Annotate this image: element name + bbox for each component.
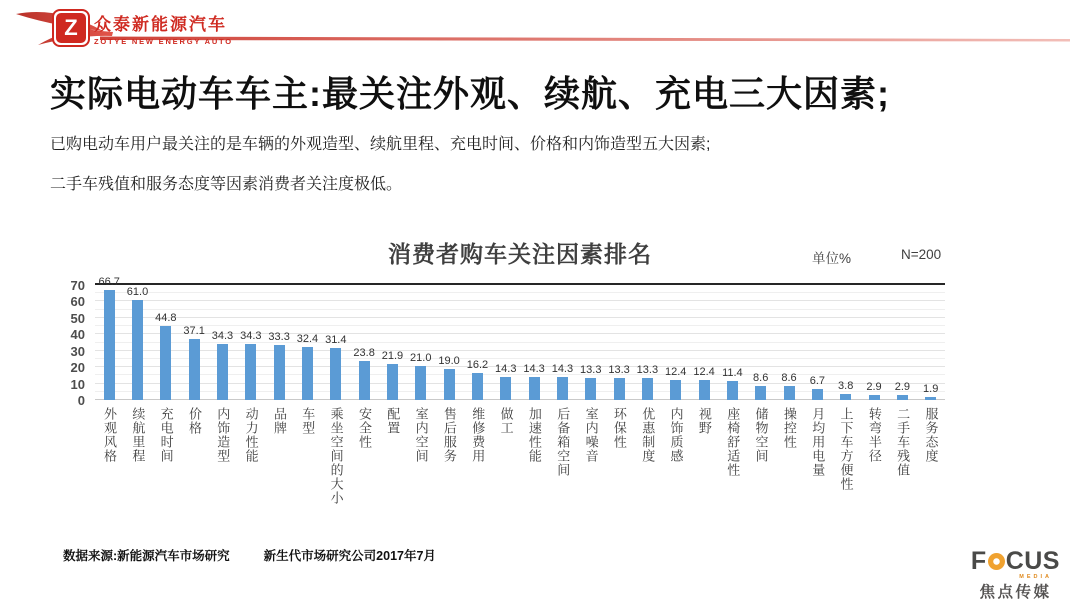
bar-value-label: 61.0 <box>126 285 149 298</box>
x-category-cell <box>803 407 831 545</box>
bar-value-label: 66.7 <box>98 276 120 289</box>
x-category-label: 配置 <box>385 407 401 435</box>
bar <box>585 378 596 400</box>
slide-subtitle-2: 二手车残值和服务态度等因素消费者关注度极低。 <box>50 176 403 193</box>
y-axis <box>55 278 89 408</box>
bar-value-label: 14.3 <box>523 362 545 375</box>
bar <box>840 394 851 400</box>
bar-column <box>662 285 690 400</box>
bar <box>217 344 228 400</box>
bar-value-label: 21.9 <box>381 350 404 363</box>
zotye-logo-icon <box>52 9 90 47</box>
bar-value-label: 21.0 <box>410 351 432 364</box>
bar-column <box>293 285 321 400</box>
bar-value-label: 3.8 <box>838 379 854 392</box>
bar-column <box>548 285 576 400</box>
data-source-left: 数据来源:新能源汽车市场研究 <box>63 549 230 563</box>
chart-title: 消费者购车关注因素排名 <box>388 241 652 267</box>
y-tick-label: 50 <box>70 310 85 326</box>
y-tick-label: 70 <box>70 278 85 293</box>
bar-column <box>520 285 548 400</box>
x-category-cell <box>860 407 888 545</box>
bar <box>642 378 653 400</box>
x-category-cell <box>605 407 633 545</box>
x-category-label: 动力性能 <box>243 407 259 463</box>
focus-word-prefix: F <box>970 547 987 575</box>
bars-row <box>95 276 945 400</box>
bar <box>812 389 823 400</box>
bar-column <box>180 285 208 400</box>
bar <box>359 361 370 400</box>
x-category-label: 做工 <box>498 407 514 435</box>
x-category-cell <box>832 407 860 545</box>
x-category-label: 充电时间 <box>158 407 174 463</box>
bar-column <box>435 285 463 400</box>
bar-value-label: 8.6 <box>781 371 797 384</box>
bar <box>699 380 710 400</box>
x-category-label: 室内空间 <box>413 407 429 463</box>
bar-value-label: 14.3 <box>551 362 574 375</box>
bar <box>869 395 880 400</box>
y-tick-label: 40 <box>70 327 85 343</box>
x-category-cell <box>917 407 945 545</box>
bar-column <box>208 285 236 400</box>
x-category-cell <box>208 407 236 545</box>
x-category-label: 环保性 <box>611 407 627 449</box>
x-category-label: 视野 <box>696 407 712 435</box>
bar <box>387 364 398 400</box>
data-source-note <box>63 546 436 564</box>
x-category-cell <box>577 407 605 545</box>
bar <box>132 300 143 400</box>
bar <box>500 377 511 400</box>
bar-column <box>718 285 746 400</box>
bar-column <box>860 285 888 400</box>
x-category-cell <box>775 407 803 545</box>
x-category-label: 售后服务 <box>441 407 457 463</box>
x-category-label: 品牌 <box>271 407 287 435</box>
focus-media-label: MEDIA <box>1019 574 1052 580</box>
bar-value-label: 44.8 <box>155 312 177 325</box>
bar <box>104 290 115 400</box>
data-source-right: 新生代市场研究公司2017年7月 <box>263 549 436 563</box>
x-category-label: 内饰造型 <box>215 407 231 463</box>
bar-column <box>152 285 180 400</box>
bar-value-label: 13.3 <box>608 364 630 377</box>
bar <box>302 347 313 400</box>
x-category-cell <box>888 407 916 545</box>
x-category-label: 操控性 <box>781 407 797 449</box>
bar-value-label: 11.4 <box>722 367 743 380</box>
x-category-cell <box>265 407 293 545</box>
bar-column <box>407 285 435 400</box>
x-category-label: 月均用电量 <box>810 407 826 477</box>
x-category-label: 外观风格 <box>101 407 117 463</box>
focus-cn-label: 焦点传媒 <box>979 583 1052 601</box>
bar-column <box>803 285 831 400</box>
x-category-label: 续航里程 <box>130 407 146 463</box>
y-tick-label: 0 <box>77 393 85 408</box>
bar <box>925 397 936 400</box>
x-category-label: 转弯半径 <box>866 407 882 463</box>
bar <box>245 344 256 400</box>
bar-value-label: 32.4 <box>296 332 319 345</box>
bar-value-label: 1.9 <box>923 382 939 395</box>
bar-column <box>577 285 605 400</box>
bar <box>614 378 625 400</box>
x-category-cell <box>180 407 208 545</box>
bar <box>444 369 455 400</box>
bar-value-label: 34.3 <box>240 329 262 342</box>
x-category-cell <box>237 407 265 545</box>
bar-value-label: 2.9 <box>894 381 910 394</box>
bar-value-label: 13.3 <box>580 364 602 377</box>
bar <box>415 366 426 401</box>
x-category-label: 安全性 <box>356 407 372 449</box>
x-category-label: 优惠制度 <box>640 407 656 463</box>
bar-column <box>888 285 916 400</box>
bar-value-label: 23.8 <box>353 346 375 359</box>
bar-column <box>917 285 945 400</box>
bar-value-label: 34.3 <box>211 329 234 342</box>
bar-value-label: 37.1 <box>183 325 205 338</box>
y-tick-label: 60 <box>70 294 85 310</box>
x-category-cell <box>123 407 151 545</box>
bar <box>274 345 285 400</box>
x-category-cell <box>747 407 775 545</box>
zotye-logo-letter: Z <box>56 13 86 43</box>
x-category-cell <box>492 407 520 545</box>
focus-o-disc-icon <box>988 553 1005 570</box>
slide-title: 实际电动车车主:最关注外观、续航、充电三大因素; <box>50 73 890 114</box>
x-category-cell <box>548 407 576 545</box>
x-category-cell <box>520 407 548 545</box>
x-category-cell <box>463 407 491 545</box>
x-category-label: 后备箱空间 <box>555 407 571 477</box>
y-tick-label: 20 <box>70 360 85 376</box>
x-category-cell <box>152 407 180 545</box>
bar-column <box>463 285 491 400</box>
bar-value-label: 16.2 <box>466 359 489 372</box>
bar-value-label: 14.3 <box>495 362 517 375</box>
chart-sample-size-label: N=200 <box>901 247 942 262</box>
bar <box>189 339 200 400</box>
x-category-cell <box>378 407 406 545</box>
x-category-label: 座椅舒适性 <box>725 407 741 477</box>
slide-subtitle-1: 已购电动车用户最关注的是车辆的外观造型、续航里程、充电时间、价格和内饰造型五大因素; <box>50 136 711 153</box>
x-category-cell <box>322 407 350 545</box>
x-category-cell <box>407 407 435 545</box>
y-tick-label: 30 <box>70 343 85 359</box>
x-category-label: 价格 <box>186 407 202 435</box>
bar-column <box>690 285 718 400</box>
bar-column <box>95 276 123 400</box>
bar-value-label: 6.7 <box>809 375 826 387</box>
focus-media-logo <box>971 549 1060 600</box>
x-category-label: 储物空间 <box>753 407 769 463</box>
bar <box>755 386 766 400</box>
bar-column <box>378 285 406 400</box>
bar-value-label: 12.4 <box>693 365 715 378</box>
bar-column <box>775 285 803 400</box>
focus-word-suffix: CUS <box>1005 547 1060 575</box>
bar-column <box>350 285 378 400</box>
bar-column <box>832 285 860 400</box>
bar <box>529 377 540 400</box>
focus-wordmark <box>971 549 1060 574</box>
bar <box>897 395 908 400</box>
x-category-cell <box>633 407 661 545</box>
bar-value-label: 2.9 <box>866 381 882 394</box>
bar <box>670 380 681 400</box>
bar <box>160 326 171 400</box>
x-category-cell <box>350 407 378 545</box>
bar <box>330 348 341 400</box>
plot-area <box>95 276 945 400</box>
bar-value-label: 31.4 <box>325 334 347 347</box>
x-category-label: 二手车残值 <box>895 407 911 477</box>
x-category-label: 维修费用 <box>470 407 486 463</box>
bar <box>727 381 738 400</box>
x-category-cell <box>662 407 690 545</box>
bar <box>557 377 568 400</box>
bar-column <box>605 285 633 400</box>
x-category-cell <box>718 407 746 545</box>
bar <box>472 373 483 400</box>
bar-value-label: 12.4 <box>665 365 687 378</box>
bar-column <box>265 285 293 400</box>
bar-column <box>123 285 151 400</box>
chart-unit-label: 单位% <box>812 251 852 266</box>
x-category-cell <box>293 407 321 545</box>
bar-value-label: 33.3 <box>268 331 290 344</box>
bar-column <box>747 285 775 400</box>
bar-value-label: 19.0 <box>438 354 460 367</box>
x-category-label: 服务态度 <box>923 407 939 463</box>
brand-name-en: ZOTYE NEW ENERGY AUTO <box>94 37 233 46</box>
x-category-cell <box>690 407 718 545</box>
bar-column <box>633 285 661 400</box>
bar-column <box>322 285 350 400</box>
brand-name-cn: 众泰新能源汽车 <box>94 15 227 34</box>
bar-column <box>237 285 265 400</box>
brand-block <box>94 10 233 46</box>
x-category-label: 室内噪音 <box>583 407 599 463</box>
x-axis-category-labels <box>95 407 945 545</box>
bar-value-label: 13.3 <box>636 364 659 377</box>
x-category-label: 上下车方便性 <box>838 407 854 491</box>
bar-value-label: 8.6 <box>753 371 769 384</box>
x-category-label: 乘坐空间的大小 <box>328 407 344 505</box>
x-category-label: 加速性能 <box>526 407 542 463</box>
y-tick-label: 10 <box>70 376 85 392</box>
x-category-label: 内饰质感 <box>668 407 684 463</box>
x-category-cell <box>435 407 463 545</box>
bar-column <box>492 285 520 400</box>
bar <box>784 386 795 400</box>
x-category-cell <box>95 407 123 545</box>
x-category-label: 车型 <box>300 407 316 435</box>
